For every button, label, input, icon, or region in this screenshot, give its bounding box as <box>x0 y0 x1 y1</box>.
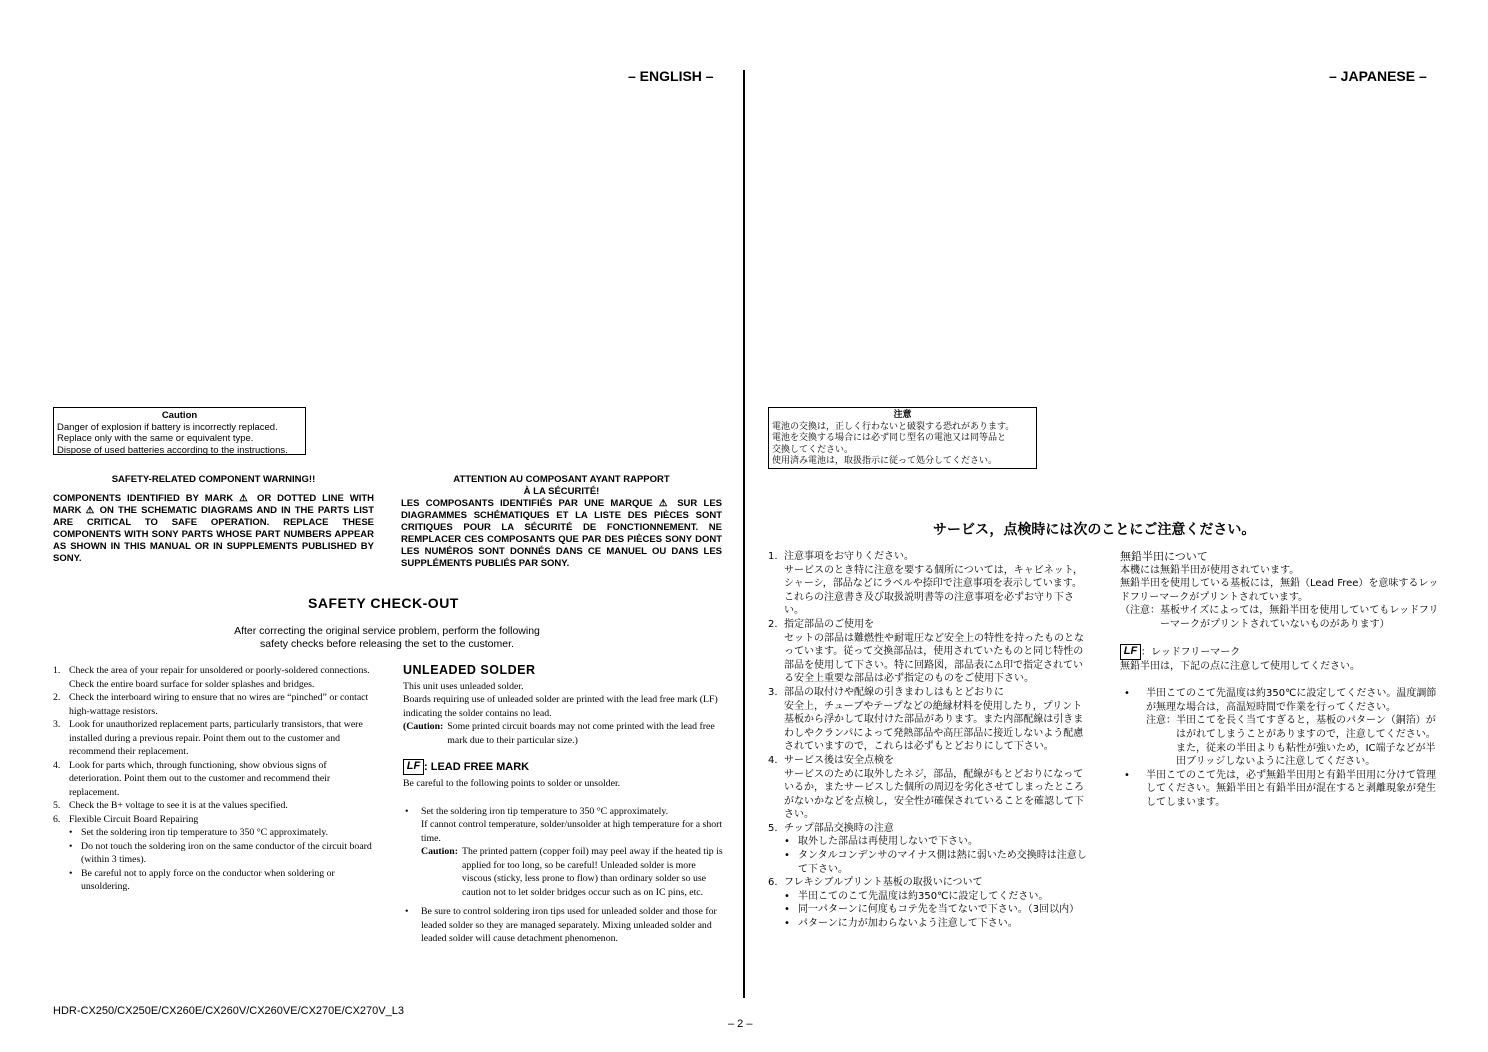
note-label: （注意： <box>1120 605 1160 617</box>
paragraph: This unit uses unleaded solder. <box>403 680 524 692</box>
list-item <box>53 691 374 718</box>
item-heading: 注意事項をお守りください。 <box>784 551 914 562</box>
list-item <box>53 813 374 827</box>
intro-line: After correcting the original service problem, perform the following <box>234 625 540 637</box>
item-heading: チップ部品交換時の注意 <box>784 822 894 834</box>
item-number: 5. <box>768 822 778 834</box>
sub-item <box>768 835 1088 849</box>
sub-item <box>768 849 1088 876</box>
caution-label: Caution: <box>421 846 459 857</box>
lead-free-icon: LF <box>1120 644 1141 660</box>
paragraph: 無鉛半田を使用している基板には，無鉛（Lead Free）を意味するレッドフリーマークがプリントされています。 <box>1120 578 1439 603</box>
caution-line: 交換してください。 <box>772 444 854 455</box>
bullet: • <box>784 890 790 902</box>
list-item <box>53 718 374 759</box>
item-number: 6. <box>768 877 778 889</box>
lead-free-icon: LF <box>403 759 424 775</box>
sub-item <box>53 826 374 840</box>
lead-free-mark-row <box>403 759 723 775</box>
japanese-title: サービス，点検時には次のことにご注意ください。 <box>933 522 1256 538</box>
sub-item-text: 取外した部品は再使用しないで下さい。 <box>798 836 978 848</box>
item-number: 5. <box>53 800 61 811</box>
english-caution-box <box>53 407 306 455</box>
sub-item-text: 同一パターンに何度もコテ先を当てないで下さい。（3回以内） <box>798 904 1080 916</box>
warning-body: LES COMPOSANTS IDENTIFIÉS PAR UNE MARQUE ⚠ SUR LES DIAGRAMMES SCHÉMATIQUES ET LA LISTE DES PIÈCES SONT CRITIQUES POUR LA SÉCURITÉ DE FONCTIONNEMENT. NE REMPLACER CES COMPOSANTS QUE PAR DES PIÈCES SONY DONT LES NUMÉROS SONT DONNÉS DANS CE MANUEL OU DANS LES SUPPLÉMENTS PUBLIÉS PAR SONY. <box>401 498 722 569</box>
item-text: Look for unauthorized replacement parts, particularly transistors, that were installed during a previous repair. Point them out to the customer and recommend their replacement. <box>69 719 363 757</box>
list-item <box>768 754 1088 768</box>
caution-line: Replace only with the same or equivalent type. <box>57 433 254 444</box>
item-text: Flexible Circuit Board Repairing <box>69 813 199 825</box>
bullet: • <box>69 827 73 838</box>
item-text: Check the interboard wiring to ensure that no wires are “pinched” or contact high-wattage resistors. <box>69 692 369 717</box>
item-number: 4. <box>768 754 778 766</box>
list-item <box>768 550 1088 564</box>
safety-warning-french <box>401 474 722 570</box>
bullet: • <box>784 850 790 862</box>
item-number: 3. <box>53 719 61 730</box>
caution-line: 電池を交換する場合には必ず同じ型名の電池又は同等品と <box>772 433 1007 443</box>
item-number: 2. <box>768 618 778 630</box>
sub-item-text: パターンに力が加わらないよう注意して下さい。 <box>798 918 1018 930</box>
caution-note <box>421 845 723 899</box>
sub-item <box>768 917 1088 931</box>
lead-free-mark-label: ：レッドフリーマーク <box>1141 646 1241 658</box>
sub-item-text: Set the soldering iron tip temperature to 350 °C approximately. <box>81 827 329 838</box>
bullet-text: Set the soldering iron tip temperature to 350 °C approximately. <box>421 805 669 817</box>
item-heading: フレキシブルプリント基板の取扱いについて <box>784 877 983 889</box>
safety-checkout-title: SAFETY CHECK-OUT <box>308 595 459 611</box>
bullet-text: 半田こてのこて先温度は約350℃に設定してください。温度調節が無理な場合は，高温短時間で作業を行ってください。 <box>1146 688 1437 713</box>
lead-free-title: 無鉛半田について <box>1120 550 1208 563</box>
item-heading: 部品の取付けや配線の引きまわしはもとどおりに <box>784 686 1004 698</box>
bullet: • <box>405 805 409 817</box>
bullet-item <box>1120 769 1442 810</box>
japanese-service-list <box>768 550 1088 931</box>
item-text: Check the area of your repair for unsoldered or poorly-soldered connections. Check the entire board surface for solder splashes and bridges. <box>69 665 370 690</box>
paragraph: 本機には無鉛半田が使用されています。 <box>1120 564 1300 576</box>
bullet: • <box>69 840 73 852</box>
caution-line: Dispose of used batteries according to the instructions. <box>57 444 288 456</box>
caution-note <box>403 720 723 747</box>
sub-item-text: Be careful not to apply force on the conductor when soldering or unsoldering. <box>81 867 335 892</box>
sub-item-text: タンタルコンデンサのマイナス側は熱に弱いため交換時は注意して下さい。 <box>798 850 1087 875</box>
list-item <box>768 876 1088 890</box>
lead-free-mark-row <box>1120 644 1442 660</box>
japanese-caution-box <box>768 407 1037 469</box>
page-number: – 2 – <box>728 1018 753 1030</box>
bullet: • <box>784 918 790 930</box>
item-body: サービスのために取外したネジ，部品，配線がもとどおりになっているか，またサービスした個所の周辺を劣化させてしまったところがないかなどを点検し，安全性が確保されていることを確認して下さい。 <box>784 768 1084 821</box>
paragraph: Be careful to the following points to solder or unsolder. <box>403 778 621 789</box>
list-item <box>53 664 374 691</box>
list-item <box>53 759 374 800</box>
warning-title: SAFETY-RELATED COMPONENT WARNING!! <box>111 474 316 485</box>
bullet-item <box>403 805 723 900</box>
model-number: HDR-CX250/CX250E/CX260E/CX260V/CX260VE/CX270E/CX270V_L3 <box>53 1005 404 1017</box>
item-body: サービスのとき特に注意を要する個所については，キャビネット，シャーシ，部品などにラベルや捺印で注意事項を表示しています。これらの注意書き及び取扱説明書等の注意事項を必ずお守り下さい。 <box>784 564 1083 617</box>
list-item <box>768 686 1088 700</box>
safety-checkout-list <box>53 664 374 894</box>
bullet-item <box>403 905 723 946</box>
safety-warning-english <box>53 474 374 565</box>
list-item <box>53 799 374 813</box>
sub-item <box>768 903 1088 917</box>
item-number: 4. <box>53 759 61 771</box>
caution-text: The printed pattern (copper foil) may peel away if the heated tip is applied for too long, so be careful! Unleaded solder is more viscous (sticky, less prone to flow) than ordinary solder so use caution not to let solder bridges occur such as on IC pins, etc. <box>462 846 723 898</box>
safety-checkout-intro <box>180 625 594 651</box>
bullet-text: Be sure to control soldering iron tips used for unleaded solder and those for leaded solder so they are managed separately. Mixing unleaded solder and leaded solder will cause detachment phenomenon. <box>421 906 717 944</box>
lead-free-title: : LEAD FREE MARK <box>424 760 530 773</box>
sub-item <box>53 840 374 867</box>
item-number: 1. <box>53 665 61 676</box>
item-number: 1. <box>768 551 778 562</box>
sub-item-text: Do not touch the soldering iron on the same conductor of the circuit board (within 3 times). <box>81 840 372 865</box>
caution-label: (Caution: <box>403 721 444 732</box>
caution-line: 使用済み電池は，取扱指示に従って処分してください。 <box>772 456 998 466</box>
list-item <box>768 822 1088 836</box>
item-body: セットの部品は難燃性や耐電圧など安全上の特性を持ったものとなっています。従って交換部品は，使用されていたものと同じ特性の部品を使用して下さい。特に回路図，部品表に⚠印で指定されている安全上重要な部品は必ず指定のものをご使用下さい。 <box>784 632 1084 685</box>
bullet: • <box>1124 769 1130 781</box>
note-text: 基板サイズによっては，無鉛半田を使用していてもレッドフリーマークがプリントされていないものがあります） <box>1160 605 1439 630</box>
note <box>1146 714 1442 768</box>
item-heading: サービス後は安全点検を <box>784 754 894 766</box>
japanese-lead-free-section <box>1120 550 1442 810</box>
list-item <box>768 618 1088 632</box>
note <box>1120 604 1442 631</box>
unleaded-solder-title: UNLEADED SOLDER <box>403 663 536 677</box>
item-heading: 指定部品のご使用を <box>784 618 874 630</box>
paragraph: Boards requiring use of unleaded solder are printed with the lead free mark (LF) indicating the solder contains no lead. <box>403 694 718 719</box>
english-header: – ENGLISH – <box>628 68 714 84</box>
bullet-text: If cannot control temperature, solder/unsolder at high temperature for a short time. <box>421 819 723 844</box>
warning-title-line2: À LA SÉCURITÉ! <box>523 486 600 497</box>
paragraph: 無鉛半田は，下記の点に注意して使用してください。 <box>1120 660 1360 672</box>
item-number: 6. <box>53 813 61 825</box>
column-divider <box>743 70 745 998</box>
japanese-header: – JAPANESE – <box>1329 68 1427 84</box>
intro-line: safety checks before releasing the set to the customer. <box>260 638 514 650</box>
bullet: • <box>784 836 790 848</box>
note-label: 注意： <box>1146 715 1176 727</box>
bullet-text: 半田こてのこて先は，必ず無鉛半田用と有鉛半田用に分けて管理してください。無鉛半田と有鉛半田が混在すると剥離現象が発生してしまいます。 <box>1146 769 1436 808</box>
sub-item-text: 半田こてのこて先温度は約350℃に設定してください。 <box>798 890 1049 902</box>
warning-body: COMPONENTS IDENTIFIED BY MARK ⚠ OR DOTTED LINE WITH MARK ⚠ ON THE SCHEMATIC DIAGRAMS AND IN THE PARTS LIST ARE CRITICAL TO SAFE OPERATION. REPLACE THESE COMPONENTS WITH SONY PARTS WHOSE PART NUMBERS APPEAR AS SHOWN IN THIS MANUAL OR IN SUPPLEMENTS PUBLISHED BY SONY. <box>53 493 374 564</box>
item-number: 3. <box>768 686 778 698</box>
bullet: • <box>69 867 73 879</box>
caution-text: Some printed circuit boards may not come printed with the lead free mark due to their particular size.) <box>447 721 715 746</box>
caution-title: Caution <box>161 410 198 421</box>
item-text: Check the B+ voltage to see it is at the values specified. <box>69 800 288 811</box>
unleaded-solder-section <box>403 664 723 946</box>
caution-line: Danger of explosion if battery is incorrectly replaced. <box>57 421 278 433</box>
sub-item <box>768 890 1088 904</box>
item-number: 2. <box>53 692 61 703</box>
note-text: 半田こてを長く当てすぎると，基板のパターン（銅箔）がはがれてしまうことがありますので，注意してください。また，従来の半田よりも粘性が強いため，IC端子などが半田ブリッジしないように注意してください。 <box>1176 715 1436 768</box>
caution-title: 注意 <box>893 410 912 420</box>
bullet-item <box>1120 687 1442 769</box>
warning-title: ATTENTION AU COMPOSANT AYANT RAPPORT <box>453 474 670 485</box>
bullet: • <box>784 904 790 916</box>
sub-item <box>53 867 374 894</box>
item-body: 安全上，チューブやテープなどの絶縁材料を使用したり，プリント基板から浮かして取付けた部品があります。また内部配線は引きまわしやクランパによって発熱部品や高圧部品に接近しないよう配慮されていますので，これらは必ずもとどおりにして下さい。 <box>784 700 1084 753</box>
bullet: • <box>1124 688 1130 700</box>
bullet: • <box>405 906 409 917</box>
caution-line: 電池の交換は，正しく行わないと破裂する恐れがあります。 <box>772 421 1015 432</box>
item-text: Look for parts which, through functioning, show obvious signs of deterioration. Point them out to the customer and recommend their replacement. <box>69 759 331 798</box>
